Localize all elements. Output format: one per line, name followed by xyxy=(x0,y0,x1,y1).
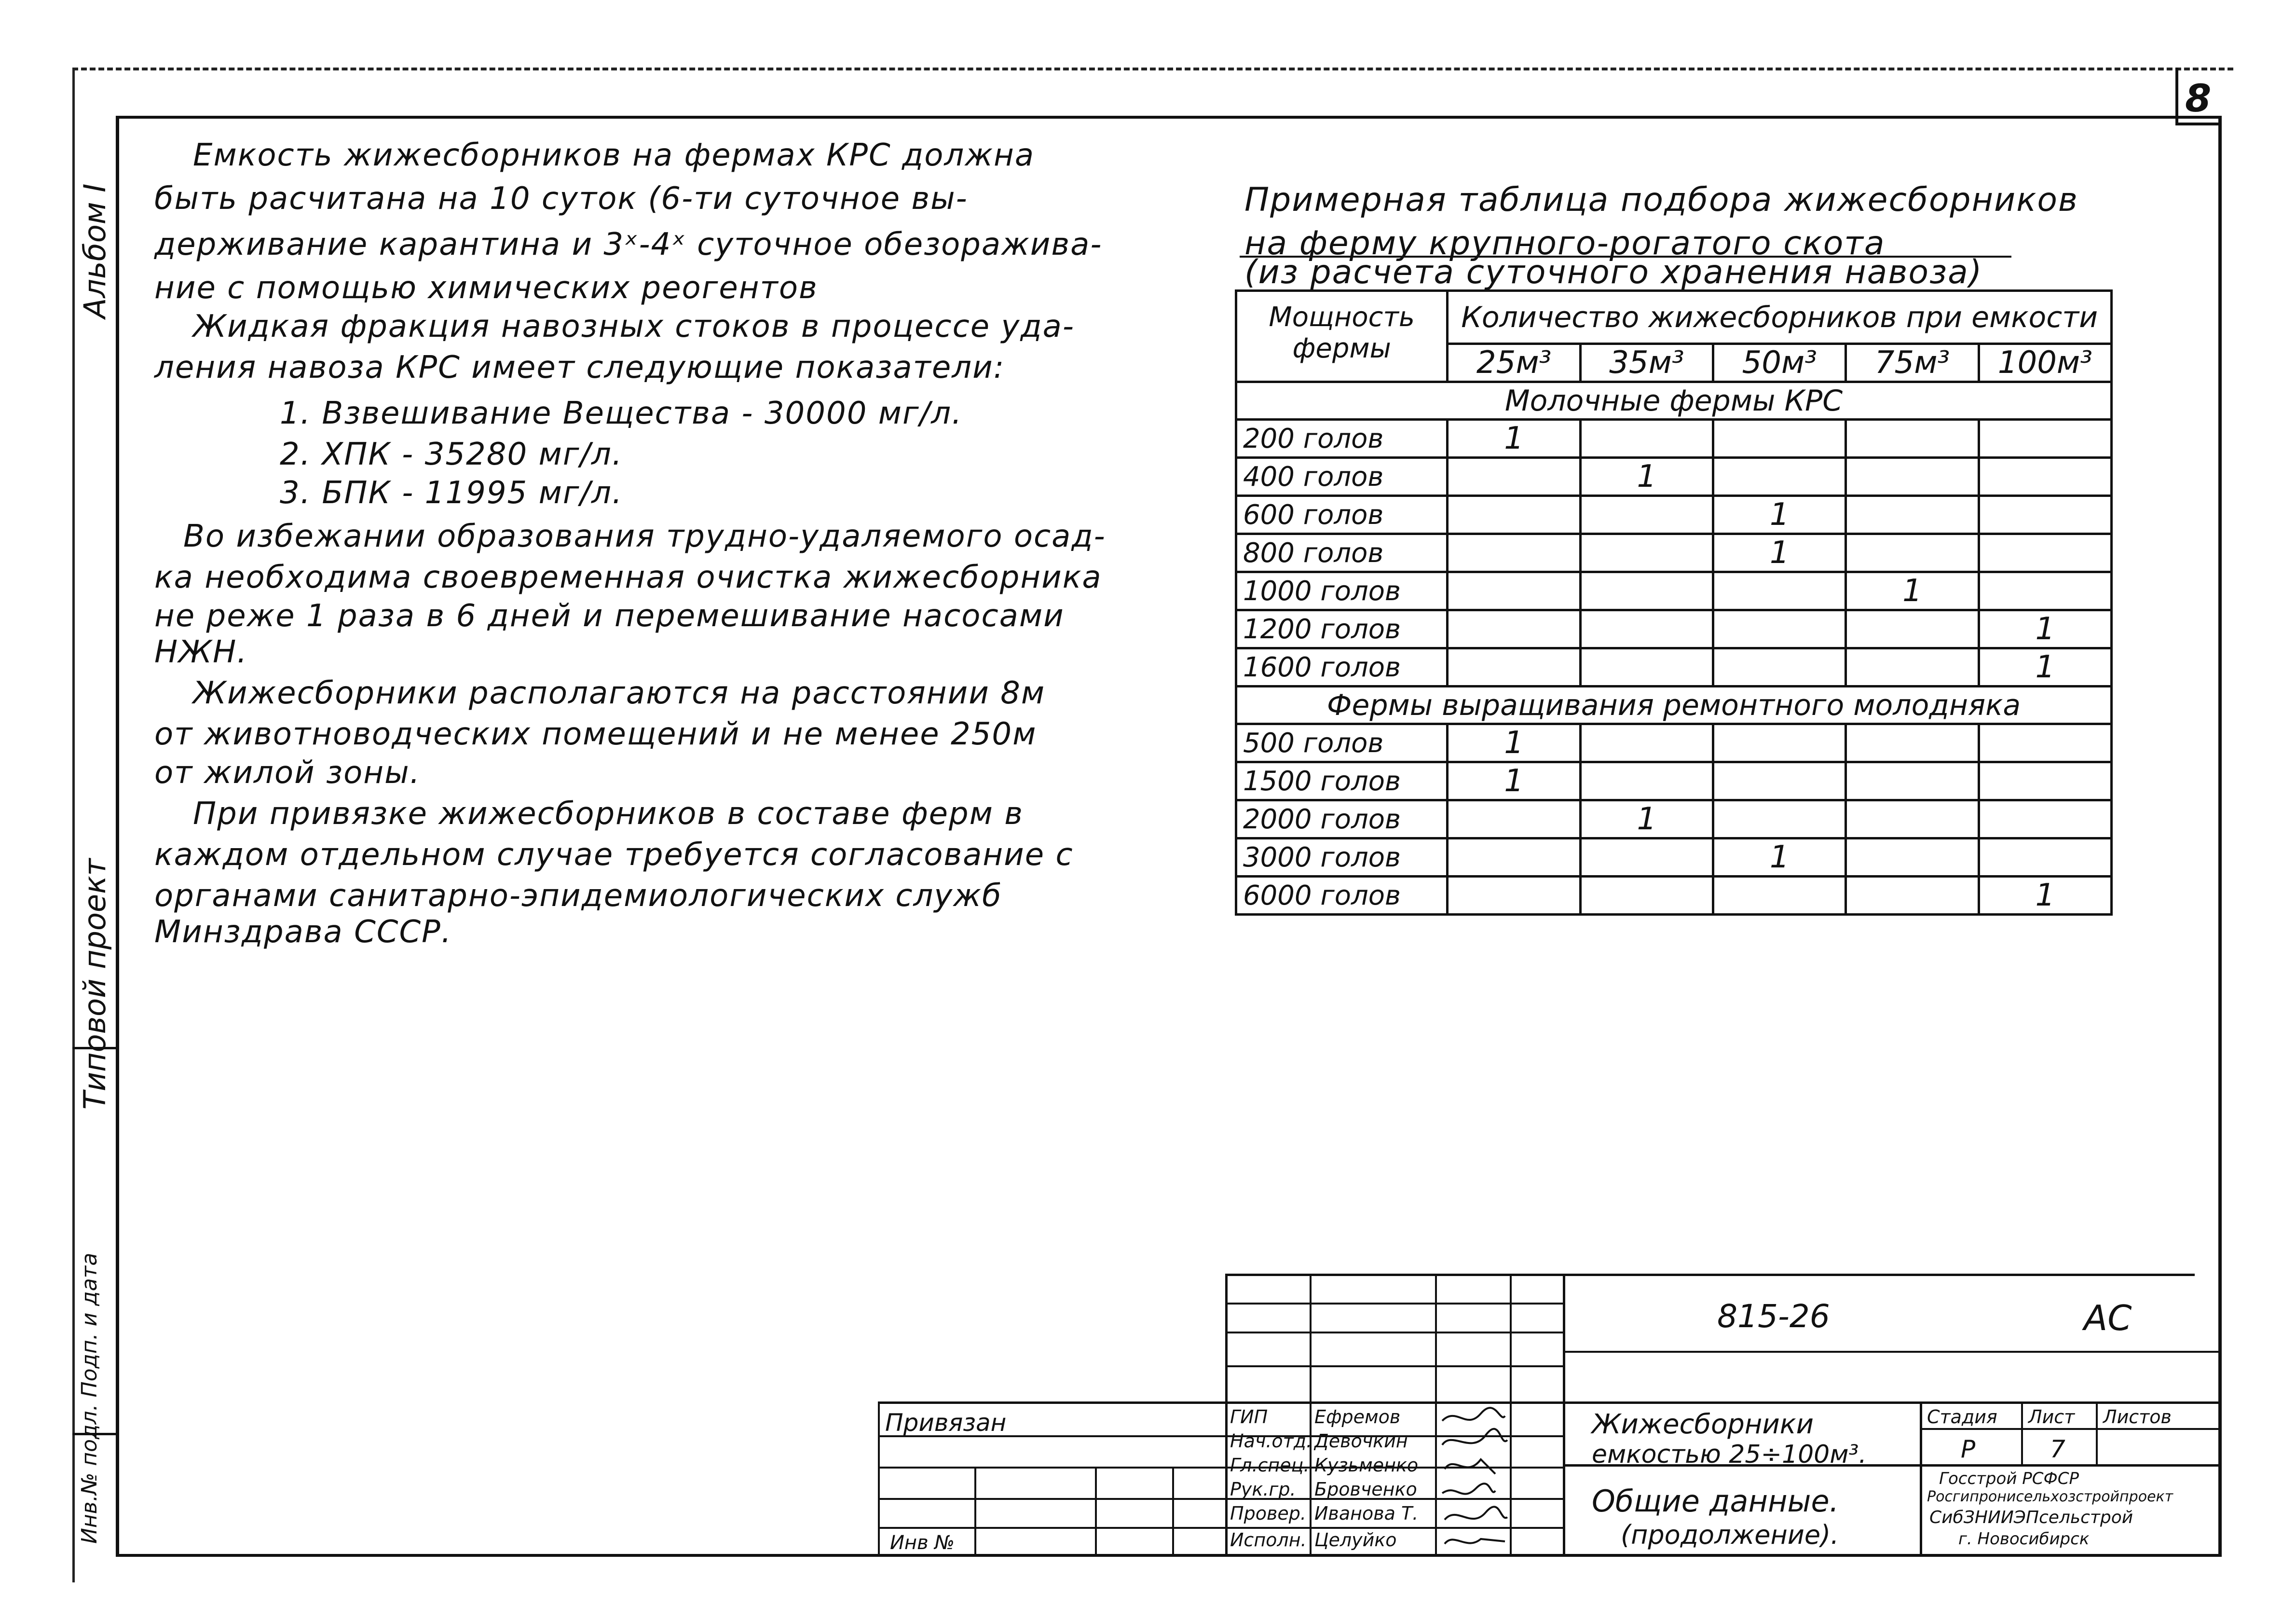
strip-divider xyxy=(72,1047,116,1049)
tank-count-cell xyxy=(1846,458,1979,496)
signatures xyxy=(1437,1401,1510,1557)
sheets-label: Листов xyxy=(2103,1406,2172,1428)
farm-capacity-cell: 1000 голов xyxy=(1236,572,1448,610)
tb-rule xyxy=(1563,1351,2222,1353)
sheet-value: 7 xyxy=(2050,1435,2065,1463)
role-label: Исполн. xyxy=(1230,1529,1307,1551)
text-line: держивание карантина и 3ˣ-4ˣ суточное обезораживa- xyxy=(154,227,1103,262)
tank-selection-table xyxy=(1235,289,2113,916)
org-line: СибЗНИИЭПсельстрой xyxy=(1929,1508,2133,1527)
drawing-title-2: емкостью 25÷100м³. xyxy=(1592,1440,1867,1469)
table-caption-line: на ферму крупного-рогатого скота xyxy=(1244,224,1886,262)
tb-rule xyxy=(1563,1274,1565,1557)
tank-count-cell xyxy=(1580,534,1713,572)
signer-name: Иванова Т. xyxy=(1314,1503,1419,1524)
tank-count-cell xyxy=(1979,724,2111,762)
signer-name: Девочкин xyxy=(1314,1430,1408,1452)
tank-count-cell: 1 xyxy=(1448,724,1580,762)
role-label: Рук.гр. xyxy=(1230,1479,1296,1500)
farm-capacity-cell: 600 голов xyxy=(1236,496,1448,534)
inventory-label: Инв.№ подл. Подп. и дата xyxy=(77,1252,102,1544)
farm-capacity-cell: 400 голов xyxy=(1236,458,1448,496)
text-line: от жилой зоны. xyxy=(154,755,421,791)
tank-count-cell xyxy=(1713,762,1846,800)
tank-count-cell xyxy=(1448,877,1580,915)
section-header: Молочные фермы КРС xyxy=(1236,382,2112,420)
tank-count-cell xyxy=(1713,724,1846,762)
quantity-group-header: Количество жижесборников при емкости xyxy=(1448,291,2112,344)
tank-count-cell xyxy=(1448,458,1580,496)
tank-count-cell xyxy=(1448,610,1580,648)
tank-count-cell: 1 xyxy=(1979,877,2111,915)
tb-rule xyxy=(1920,1428,2222,1430)
table-caption-line: (из расчета суточного хранения навоза) xyxy=(1244,253,1983,291)
tb-rule xyxy=(2096,1401,2098,1464)
tank-count-cell xyxy=(1979,762,2111,800)
tank-count-cell xyxy=(1580,762,1713,800)
tb-rule xyxy=(1095,1467,1097,1557)
sheet-label: Лист xyxy=(2028,1406,2075,1428)
tank-count-cell xyxy=(1979,800,2111,838)
role-label: Провер. xyxy=(1230,1503,1306,1524)
tank-count-cell xyxy=(1448,496,1580,534)
tb-rule xyxy=(2021,1401,2023,1464)
text-line: Минздрава СССР. xyxy=(154,914,452,950)
tank-count-cell xyxy=(1580,877,1713,915)
signer-name: Целуйко xyxy=(1314,1529,1397,1551)
tank-count-cell: 1 xyxy=(1448,420,1580,458)
table-row xyxy=(1236,838,2112,877)
text-line: ние с помощью химических реогентов xyxy=(154,270,818,306)
role-label: Нач.отд. xyxy=(1230,1430,1312,1452)
tb-rule xyxy=(1225,1303,1563,1305)
column-header: 35м³ xyxy=(1580,344,1713,382)
tank-count-cell xyxy=(1580,724,1713,762)
tb-rule xyxy=(1920,1401,1922,1557)
caption-underline xyxy=(1240,256,2011,258)
table-row xyxy=(1236,762,2112,800)
farm-capacity-cell: 1600 голов xyxy=(1236,648,1448,687)
drawing-subtitle-2: (продолжение). xyxy=(1621,1520,1839,1550)
tank-count-cell xyxy=(1846,648,1979,687)
tank-count-cell xyxy=(1713,610,1846,648)
drawing-title: Жижесборники xyxy=(1592,1409,1814,1440)
text-line: Жидкая фракция навозных стоков в процессе уда- xyxy=(193,309,1075,344)
drawing-subtitle: Общие данные. xyxy=(1592,1483,1839,1519)
tank-count-cell xyxy=(1846,838,1979,877)
tank-count-cell xyxy=(1713,648,1846,687)
farm-capacity-cell: 2000 голов xyxy=(1236,800,1448,838)
text-line: 2. ХПК - 35280 мг/л. xyxy=(280,437,623,472)
stage-value: Р xyxy=(1961,1435,1976,1463)
tank-count-cell xyxy=(1713,800,1846,838)
standard-project-label: Типовой проект xyxy=(77,858,112,1110)
table-row xyxy=(1236,800,2112,838)
tank-count-cell: 1 xyxy=(1580,800,1713,838)
album-label: Альбом I xyxy=(77,183,112,318)
tb-rule xyxy=(1225,1274,1228,1557)
sheet-number: 8 xyxy=(2185,77,2212,121)
tank-count-cell: 1 xyxy=(1448,762,1580,800)
role-label: ГИП xyxy=(1230,1406,1268,1428)
tank-count-cell xyxy=(1979,420,2111,458)
org-line: Росгипронисельхозстройпроект xyxy=(1927,1488,2173,1505)
capacity-header: Мощность фермы xyxy=(1236,291,1448,382)
farm-capacity-cell: 1500 голов xyxy=(1236,762,1448,800)
tank-count-cell xyxy=(1979,458,2111,496)
text-line: При привязке жижесборников в составе ферм в xyxy=(193,796,1024,832)
role-label: Гл.спец. xyxy=(1230,1455,1310,1476)
signer-name: Кузьменко xyxy=(1314,1455,1419,1476)
tank-count-cell xyxy=(1448,572,1580,610)
signer-name: Бровченко xyxy=(1314,1479,1417,1500)
tank-count-cell xyxy=(1846,420,1979,458)
tank-count-cell xyxy=(1580,496,1713,534)
column-header: 75м³ xyxy=(1846,344,1979,382)
tied-label: Привязан xyxy=(885,1409,1007,1437)
tank-count-cell xyxy=(1580,838,1713,877)
tank-count-cell xyxy=(1713,572,1846,610)
tank-count-cell: 1 xyxy=(1713,534,1846,572)
text-line: Емкость жижесборников на фермах КРС должна xyxy=(193,137,1035,173)
tb-rule xyxy=(1435,1274,1437,1557)
tank-count-cell xyxy=(1713,458,1846,496)
tank-count-cell xyxy=(1979,496,2111,534)
table-row xyxy=(1236,648,2112,687)
tank-count-cell: 1 xyxy=(1846,572,1979,610)
inventory-number-label: Инв № xyxy=(890,1532,955,1554)
tank-count-cell: 1 xyxy=(1713,496,1846,534)
strip-divider xyxy=(72,1433,116,1435)
text-line: не реже 1 раза в 6 дней и перемешивание насосами xyxy=(154,598,1065,634)
farm-capacity-cell: 800 голов xyxy=(1236,534,1448,572)
tank-count-cell xyxy=(1979,838,2111,877)
table-row xyxy=(1236,877,2112,915)
tb-rule xyxy=(1510,1274,1512,1557)
farm-capacity-cell: 6000 голов xyxy=(1236,877,1448,915)
doc-section: АС xyxy=(2084,1298,2132,1338)
text-line: 3. БПК - 11995 мг/л. xyxy=(280,475,623,511)
column-header: 25м³ xyxy=(1448,344,1580,382)
tank-count-cell xyxy=(1846,877,1979,915)
tb-rule xyxy=(878,1401,2222,1404)
tank-count-cell xyxy=(1979,534,2111,572)
tb-rule xyxy=(878,1401,880,1557)
text-line: быть расчитана на 10 суток (6-ти суточное вы- xyxy=(154,181,968,217)
tank-count-cell xyxy=(1846,496,1979,534)
doc-code: 815-26 xyxy=(1717,1298,1830,1335)
table-row xyxy=(1236,458,2112,496)
sheet-top-border xyxy=(72,68,2233,70)
text-line: Жижесборники располагаются на расстоянии 8м xyxy=(193,675,1046,711)
column-header: 50м³ xyxy=(1713,344,1846,382)
signer-name: Ефремов xyxy=(1314,1406,1401,1428)
farm-capacity-cell: 1200 голов xyxy=(1236,610,1448,648)
text-line: 1. Взвешивание Вещества - 30000 мг/л. xyxy=(280,396,963,431)
table-caption-line: Примерная таблица подбора жижесборников xyxy=(1244,181,2078,219)
tank-count-cell xyxy=(1448,648,1580,687)
tank-count-cell xyxy=(1846,724,1979,762)
tank-count-cell xyxy=(1448,800,1580,838)
tank-count-cell xyxy=(1580,610,1713,648)
tb-rule xyxy=(1172,1467,1174,1557)
tank-count-cell xyxy=(1846,762,1979,800)
tb-rule xyxy=(1225,1365,1563,1367)
tank-count-cell xyxy=(1846,800,1979,838)
tb-rule xyxy=(974,1467,976,1557)
tank-count-cell xyxy=(1448,838,1580,877)
table-row xyxy=(1236,496,2112,534)
text-line: каждом отдельном случае требуется согласование с xyxy=(154,837,1074,873)
column-header: 100м³ xyxy=(1979,344,2111,382)
table-row xyxy=(1236,724,2112,762)
tank-count-cell xyxy=(1580,572,1713,610)
tank-count-cell xyxy=(1846,534,1979,572)
tank-count-cell xyxy=(1713,420,1846,458)
table-row xyxy=(1236,610,2112,648)
org-line: Госстрой РСФСР xyxy=(1939,1469,2079,1488)
text-line: ления навоза КРС имеет следующие показатели: xyxy=(154,350,1005,385)
farm-capacity-cell: 500 голов xyxy=(1236,724,1448,762)
text-line: Во избежании образования трудно-удаляемого осад- xyxy=(183,519,1106,554)
tank-count-cell: 1 xyxy=(1979,610,2111,648)
section-header: Фермы выращивания ремонтного молодняка xyxy=(1236,687,2112,724)
text-line: ка необходима своевременная очистка жижесборника xyxy=(154,560,1102,595)
tb-rule xyxy=(1225,1332,1563,1333)
table-row xyxy=(1236,534,2112,572)
tank-count-cell: 1 xyxy=(1713,838,1846,877)
tank-count-cell xyxy=(1448,534,1580,572)
stage-label: Стадия xyxy=(1927,1406,1997,1428)
farm-capacity-cell: 200 голов xyxy=(1236,420,1448,458)
tb-rule xyxy=(1310,1274,1312,1557)
text-line: от животноводческих помещений и не менее 250м xyxy=(154,716,1037,752)
tank-count-cell xyxy=(1846,610,1979,648)
farm-capacity-cell: 3000 голов xyxy=(1236,838,1448,877)
tank-count-cell: 1 xyxy=(1979,648,2111,687)
table-row xyxy=(1236,420,2112,458)
tank-count-cell xyxy=(1580,648,1713,687)
tank-count-cell: 1 xyxy=(1580,458,1713,496)
org-line: г. Новосибирск xyxy=(1958,1529,2090,1549)
text-line: органами санитарно-эпидемиологических служб xyxy=(154,878,1002,914)
tank-count-cell xyxy=(1580,420,1713,458)
tank-count-cell xyxy=(1979,572,2111,610)
text-line: НЖН. xyxy=(154,634,248,670)
tank-count-cell xyxy=(1713,877,1846,915)
tb-rule xyxy=(1225,1274,2195,1276)
table-row xyxy=(1236,572,2112,610)
